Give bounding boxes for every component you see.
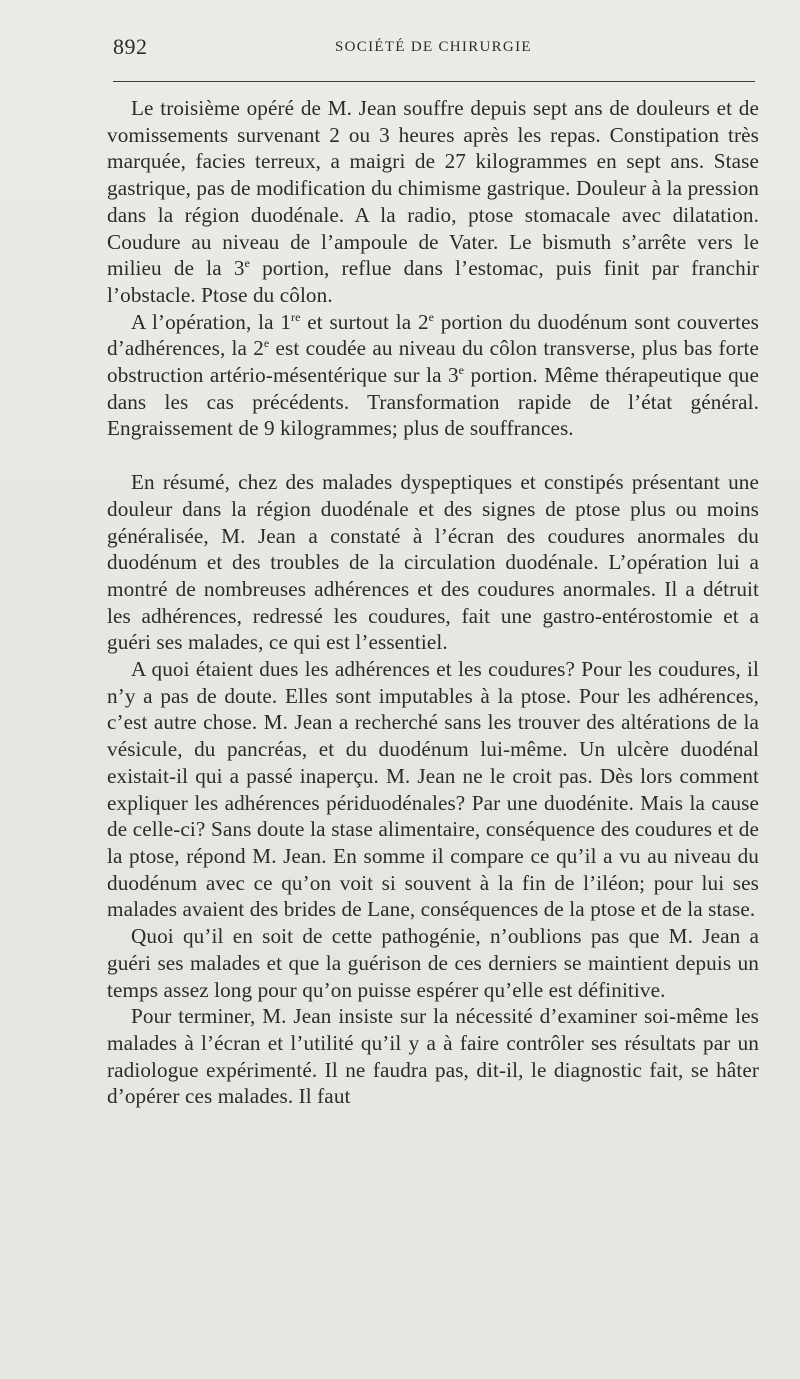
paragraph-conclusion: Pour terminer, M. Jean insiste sur la nécessité d’examiner soi-même les malades à l’écran et l’utilité qu’il y a à faire contrôler ses résultats par un radiologue expérimenté. Il ne faudra pas, dit-il, le diagnostic fait, se hâter d’opérer ces malades. Il faut <box>107 1004 759 1109</box>
running-head: SOCIÉTÉ DE CHIRURGIE <box>335 39 532 55</box>
body-text <box>107 95 759 1110</box>
page-number: 892 <box>113 34 148 59</box>
paragraph-causes: A quoi étaient dues les adhérences et les coudures? Pour les coudures, il n’y a pas de doute. Elles sont imputables à la ptose. Pour les adhérences, c’est autre chose. M. Jean a recherché sans les trouver des altérations de la vésicule, du pancréas, et du duodénum lui-même. Un ulcère duodénal existait-il qui a passé inaperçu. M. Jean ne le croit pas. Dès lors comment expliquer les adhérences périduodénales? Par une duodénite. Mais la cause de celle-ci? Sans doute la stase alimentaire, conséquence des coudures et de la ptose, répond M. Jean. En somme il compare ce qu’il a vu au niveau du duodénum avec ce qu’on voit si souvent à la fin de l’iléon; pour lui ses malades avaient des brides de Lane, conséquences de la ptose et de la stase. <box>107 657 759 922</box>
page-header <box>113 30 755 60</box>
paragraph-pathogenesis: Quoi qu’il en soit de cette pathogénie, n’oublions pas que M. Jean a guéri ses malades et que la guérison de ces derniers se maintient depuis un temps assez long pour qu’on puisse espérer qu’elle est définitive. <box>107 924 759 1002</box>
paragraph-third-patient: Le troisième opéré de M. Jean souffre depuis sept ans de douleurs et de vomissements survenant 2 ou 3 heures après les repas. Constipation très marquée, facies terreux, a maigri de 27 kilogrammes en sept ans. Stase gastrique, pas de modification du chimisme gastrique. Douleur à la pression dans la région duodénale. A la radio, ptose stomacale avec dilatation. Coudure au niveau de l’ampoule de Vater. Le bismuth s’arrête vers le milieu de la 3e portion, reflue dans l’estomac, puis finit par franchir l’obstacle. Ptose du côlon. <box>107 96 759 307</box>
header-rule <box>113 81 755 82</box>
paragraph-operation: A l’opération, la 1re et surtout la 2e portion du duodénum sont couvertes d’adhérences, la 2e est coudée au niveau du côlon transverse, plus bas forte obstruction artério-mésentérique sur la 3e portion. Même thérapeutique que dans les cas précédents. Transformation rapide de l’état général. Engraissement de 9 kilogrammes; plus de souffrances. <box>107 309 759 441</box>
paragraph-summary: En résumé, chez des malades dyspeptiques et constipés présentant une douleur dans la région duodénale et des signes de ptose plus ou moins généralisée, M. Jean a constaté à l’écran des coudures anormales du duodénum et des troubles de la circulation duodénale. L’opération lui a montré de nombreuses adhérences et des coudures anormales. Il a détruit les adhérences, redressé les coudures, fait une gastro-entérostomie et a guéri ses malades, ce qui est l’essentiel. <box>107 470 759 655</box>
